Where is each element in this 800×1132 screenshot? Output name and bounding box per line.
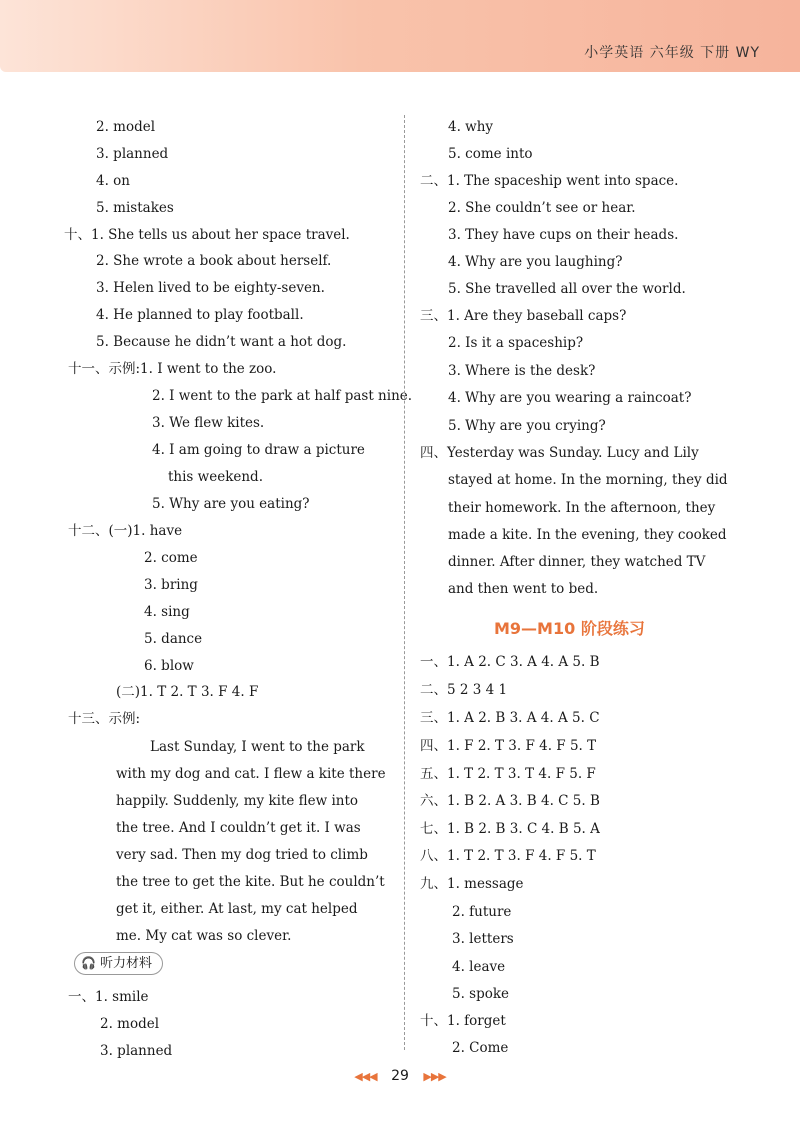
listening-label-box [74, 952, 163, 975]
answer-line: 2. Come [452, 1040, 509, 1056]
answer-line: 3. Helen lived to be eighty-seven. [96, 280, 325, 296]
answer-line: 十、1. forget [420, 1013, 506, 1029]
answer-line: 四、1. F 2. T 3. F 4. F 5. T [420, 738, 597, 754]
answer-line: 4. why [448, 119, 494, 135]
answer-line: 2. future [452, 904, 512, 920]
answer-line: 5. Because he didn’t want a hot dog. [96, 334, 347, 350]
answer-line: 4. on [96, 173, 130, 189]
answer-line: 5. Why are you eating? [152, 496, 310, 512]
answer-line: 四、Yesterday was Sunday. Lucy and Lily [420, 445, 699, 461]
answer-line: 4. Why are you laughing? [448, 254, 623, 270]
answer-line: 4. I am going to draw a picture [152, 442, 365, 458]
headphones-icon: 🎧 [81, 956, 96, 970]
answer-line: this weekend. [168, 469, 263, 485]
answer-line: 3. They have cups on their heads. [448, 227, 679, 243]
answer-line: (二)1. T 2. T 3. F 4. F [116, 684, 259, 700]
answer-line: 十三、示例: [68, 711, 141, 727]
page-number: 29 [391, 1068, 409, 1084]
answer-line: 3. planned [100, 1043, 173, 1059]
answer-line: dinner. After dinner, they watched TV [448, 554, 706, 570]
answer-line: 5. dance [144, 631, 203, 647]
answer-line: 三、1. Are they baseball caps? [420, 308, 627, 324]
answer-line: their homework. In the afternoon, they [448, 500, 716, 516]
answer-line: 2. come [144, 550, 198, 566]
header-text: 小学英语 六年级 下册 WY [584, 45, 760, 61]
answer-line: 八、1. T 2. T 3. F 4. F 5. T [420, 848, 596, 864]
answer-line: get it, either. At last, my cat helped [116, 901, 358, 917]
answer-line: 2. Is it a spaceship? [448, 335, 584, 351]
left-arrows-icon: ◀◀◀ [354, 1070, 377, 1083]
answer-line: the tree. And I couldn’t get it. I was [116, 820, 361, 836]
answer-line: 2. model [100, 1016, 160, 1032]
answer-line: 4. He planned to play football. [96, 307, 304, 323]
answer-line: and then went to bed. [448, 581, 599, 597]
answer-line: 5. spoke [452, 986, 510, 1002]
answer-line: 十、1. She tells us about her space travel. [64, 227, 350, 243]
answer-line: very sad. Then my dog tried to climb [116, 847, 368, 863]
answer-line: 七、1. B 2. B 3. C 4. B 5. A [420, 821, 600, 837]
answer-line: 二、1. The spaceship went into space. [420, 173, 679, 189]
answer-line: 三、1. A 2. B 3. A 4. A 5. C [420, 710, 600, 726]
answer-line: 5. come into [448, 146, 533, 162]
answer-line: 十一、示例:1. I went to the zoo. [68, 361, 277, 377]
answer-line: 2. She couldn’t see or hear. [448, 200, 636, 216]
answer-line: 3. We flew kites. [152, 415, 265, 431]
answer-line: 2. She wrote a book about herself. [96, 253, 332, 269]
answer-line: 2. I went to the park at half past nine. [152, 388, 413, 404]
answer-line: the tree to get the kite. But he couldn’t [116, 874, 385, 890]
answer-line: 4. leave [452, 959, 506, 975]
answer-line: 3. letters [452, 931, 514, 947]
section-title: M9—M10 阶段练习 [494, 619, 645, 638]
answer-line: 五、1. T 2. T 3. T 4. F 5. F [420, 766, 596, 782]
right-arrows-icon: ▶▶▶ [423, 1070, 446, 1083]
answer-line: 一、1. smile [68, 989, 149, 1005]
listening-label: 听力材料 [99, 956, 152, 971]
answer-line: Last Sunday, I went to the park [150, 739, 365, 755]
answer-line: 5. mistakes [96, 200, 174, 216]
answer-line: 5. Why are you crying? [448, 418, 606, 434]
answer-line: made a kite. In the evening, they cooked [448, 527, 727, 543]
answer-line: 6. blow [144, 658, 194, 674]
answer-line: 一、1. A 2. C 3. A 4. A 5. B [420, 654, 600, 670]
answer-line: 4. Why are you wearing a raincoat? [448, 390, 692, 406]
answer-line: 二、5 2 3 4 1 [420, 682, 508, 698]
answer-line: with my dog and cat. I flew a kite there [116, 766, 386, 782]
answer-line: 3. planned [96, 146, 169, 162]
answer-line: 九、1. message [420, 876, 524, 892]
answer-line: 十二、(一)1. have [68, 523, 183, 539]
answer-line: me. My cat was so clever. [116, 928, 292, 944]
page-footer [0, 1068, 800, 1084]
answer-line: 六、1. B 2. A 3. B 4. C 5. B [420, 793, 600, 809]
answer-line: stayed at home. In the morning, they did [448, 472, 728, 488]
answer-line: 4. sing [144, 604, 190, 620]
answer-line: 2. model [96, 119, 156, 135]
answer-line: 3. Where is the desk? [448, 363, 596, 379]
header-banner [0, 0, 800, 72]
answer-line: 3. bring [144, 577, 198, 593]
column-divider [404, 115, 405, 1050]
answer-line: happily. Suddenly, my kite flew into [116, 793, 359, 809]
answer-line: 5. She travelled all over the world. [448, 281, 686, 297]
